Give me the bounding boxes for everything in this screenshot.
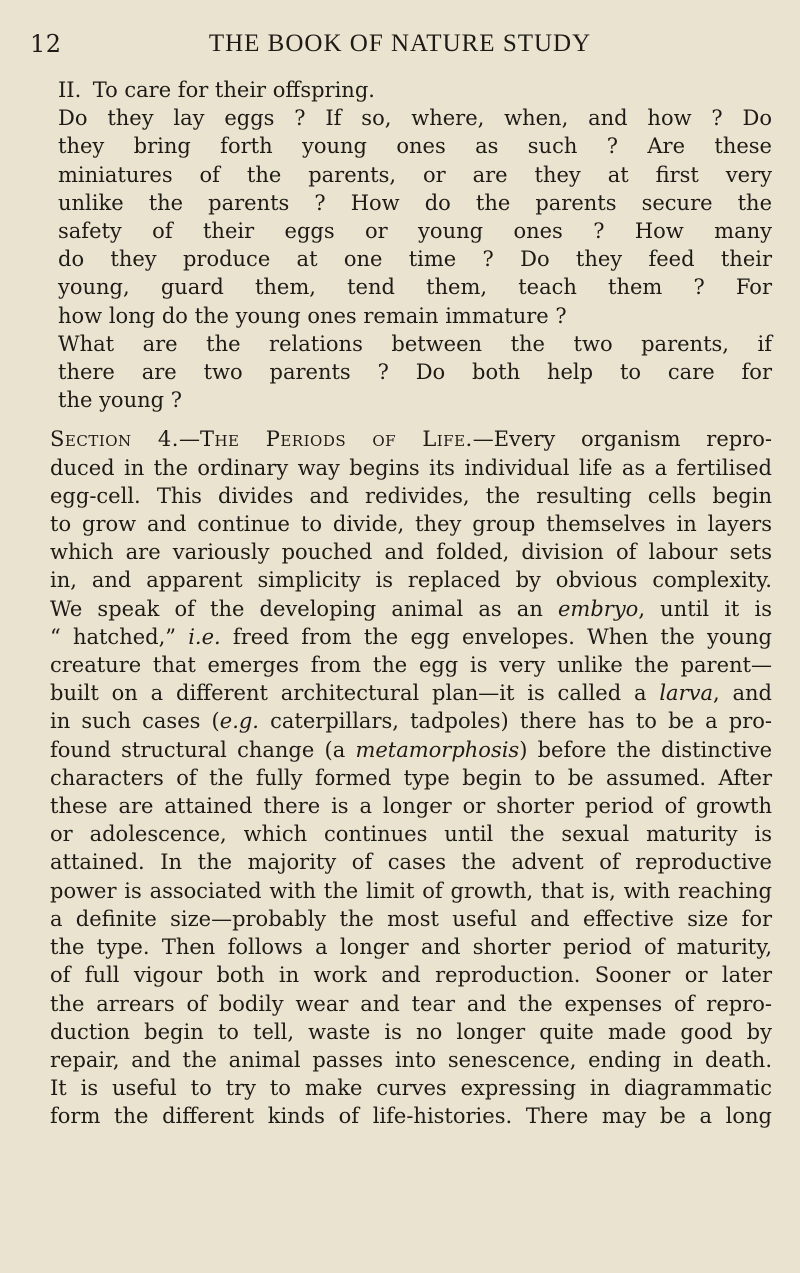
text-line: egg-cell. This divides and redivides, the resulting cells begin [50, 483, 772, 508]
section-paragraph [50, 425, 772, 1130]
text-line: young, guard them, tend them, teach them ? For [58, 275, 772, 300]
text-fragment: in such cases ( [50, 709, 220, 734]
text-line [58, 76, 772, 104]
text-fragment: found structural change (a [50, 737, 356, 762]
text-line [50, 425, 772, 453]
text-line: how long do the young ones remain immature ? [58, 303, 567, 328]
dash: — [472, 427, 494, 452]
text-line [50, 595, 772, 623]
text-line: unlike the parents ? How do the parents secure the [58, 190, 772, 215]
text-fragment: freed from the egg envelopes. When the young [220, 624, 772, 649]
text-fragment: caterpillars, tadpoles) there has to be a pro- [259, 709, 773, 734]
text-fragment: , until it is [638, 596, 772, 621]
text-fragment: , and [713, 681, 772, 706]
text-line: What are the relations between the two parents, if [58, 331, 772, 356]
text-line: Do they lay eggs ? If so, where, when, and how ? Do [58, 106, 772, 131]
page-header [30, 30, 770, 60]
list-item-offspring [50, 76, 772, 414]
text-line: miniatures of the parents, or are they at first very [58, 162, 772, 187]
text-line: the young ? [58, 388, 183, 413]
text-line: characters of the fully formed type begin to be assumed. After [50, 765, 772, 790]
italic-term: i.e. [188, 624, 221, 649]
italic-term: e.g. [219, 709, 259, 734]
text-line: attained. In the majority of cases the advent of reproductive [50, 850, 772, 875]
text-line: which are variously pouched and folded, division of labour sets [50, 540, 772, 565]
text-line: form the different kinds of life-histories. There may be a long [50, 1104, 772, 1129]
text-line: creature that emerges from the egg is very unlike the parent— [50, 653, 772, 678]
section-title: The Periods of Life. [199, 427, 473, 452]
text-line [50, 623, 772, 651]
running-head: THE BOOK OF NATURE STUDY [208, 30, 592, 57]
text-line: repair, and the animal passes into senescence, ending in death. [50, 1047, 772, 1072]
list-item-heading: To care for their offspring. [92, 78, 375, 102]
text-line: to grow and continue to divide, they group themselves in layers [50, 512, 772, 537]
italic-term: embryo [558, 596, 639, 621]
dash: — [178, 427, 200, 452]
text-line: in, and apparent simplicity is replaced by obvious complexity. [50, 568, 772, 593]
text-line: It is useful to try to make curves expressing in diagrammatic [50, 1076, 772, 1101]
text-fragment: Every organism repro- [493, 427, 772, 452]
italic-term: larva [659, 681, 713, 706]
text-fragment: “ hatched,” [50, 624, 189, 649]
text-fragment: built on a different architectural plan—it is called a [50, 681, 660, 706]
text-line: these are attained there is a longer or shorter period of growth [50, 794, 772, 819]
text-line: or adolescence, which continues until the sexual maturity is [50, 822, 772, 847]
page-number: 12 [30, 30, 62, 58]
text-line: there are two parents ? Do both help to care for [58, 360, 772, 385]
list-item-label: II. [58, 78, 82, 102]
italic-term: metamorphosis [355, 737, 520, 762]
text-line: of full vigour both in work and reproduction. Sooner or later [50, 963, 772, 988]
page-body [50, 76, 772, 1131]
text-line [50, 707, 772, 735]
text-fragment: We speak of the developing animal as an [50, 596, 558, 621]
text-line: duction begin to tell, waste is no longer quite made good by [50, 1019, 772, 1044]
text-line: a definite size—probably the most useful and effective size for [50, 906, 772, 931]
text-line: power is associated with the limit of growth, that is, with reaching [50, 878, 772, 903]
text-line: do they produce at one time ? Do they feed their [58, 247, 772, 272]
text-line [50, 736, 772, 764]
text-line: they bring forth young ones as such ? Are these [58, 134, 772, 159]
text-line [50, 679, 772, 707]
section-label: Section 4. [50, 427, 179, 452]
text-line: the arrears of bodily wear and tear and the expenses of repro- [50, 991, 772, 1016]
text-line: the type. Then follows a longer and shorter period of maturity, [50, 935, 772, 960]
text-line: duced in the ordinary way begins its individual life as a fertilised [50, 455, 772, 480]
text-line: safety of their eggs or young ones ? How many [58, 219, 772, 244]
text-fragment: ) before the distinctive [519, 737, 772, 762]
